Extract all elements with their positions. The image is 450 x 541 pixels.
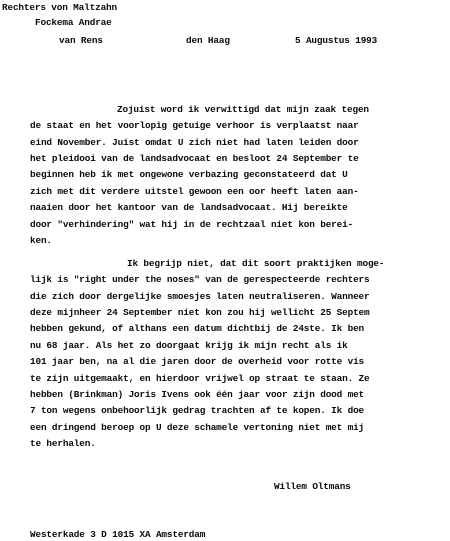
body-line: nu 68 jaar. Als het zo doorgaat krijg ik mijn recht als ik	[30, 340, 348, 351]
body-line: hebben (Brinkman) Joris Ivens ook één jaar voor zijn dood met	[30, 389, 365, 400]
body-line: de staat en het voorlopig getuige verhoor is verplaatst naar	[30, 120, 359, 131]
signature-name: Willem Oltmans	[274, 481, 351, 492]
letter-date: 5 Augustus 1993	[295, 35, 378, 46]
body-line: ken.	[30, 235, 52, 246]
body-line: te zijn uitgemaakt, en hierdoor vrijwel op straat te staan. Ze	[30, 373, 370, 384]
body-line: door "verhindering" wat hij in de rechtzaal niet kon berei-	[30, 219, 354, 230]
body-line: hebben gekund, of althans een datum dichtbij de 24ste. Ik ben	[30, 323, 365, 334]
letter-place: den Haag	[186, 35, 230, 46]
body-line: eind November. Juist omdat U zich niet had laten leiden door	[30, 137, 359, 148]
body-line: Zojuist word ik verwittigd dat mijn zaak tegen	[117, 104, 369, 115]
body-line: een dringend beroep op U deze schamele vertoning niet met mij	[30, 422, 365, 433]
body-line: naaien door het kantoor van de landsadvocaat. Hij bereikte	[30, 202, 348, 213]
body-line: zich met dit verdere uitstel gewoon een oor heeft laten aan-	[30, 186, 359, 197]
footer-address: Westerkade 3 D 1015 XA Amsterdam	[30, 529, 206, 540]
body-line: 7 ton wegens onbehoorlijk gedrag trachten af te kopen. Ik doe	[30, 405, 365, 416]
body-line: te herhalen.	[30, 438, 96, 449]
body-line: 101 jaar ben, na al die jaren door de overheid voor rotte vis	[30, 356, 365, 367]
addressee-line-1: Rechters von Maltzahn	[2, 2, 117, 13]
body-line: deze mijnheer 24 September niet kon zou hij wellicht 25 Septem	[30, 307, 370, 318]
body-line: het pleidooi van de landsadvocaat en besloot 24 September te	[30, 153, 359, 164]
body-line: die zich door dergelijke smoesjes laten neutraliseren. Wanneer	[30, 291, 370, 302]
body-line: beginnen heb ik met ongewone verbazing geconstateerd dat U	[30, 169, 348, 180]
body-line: lijk is "right under the noses" van de gerespecteerde rechters	[30, 274, 370, 285]
body-line: Ik begrijp niet, dat dit soort praktijken moge-	[127, 258, 385, 269]
addressee-line-3: van Rens	[59, 35, 103, 46]
addressee-line-2: Fockema Andrae	[35, 17, 112, 28]
